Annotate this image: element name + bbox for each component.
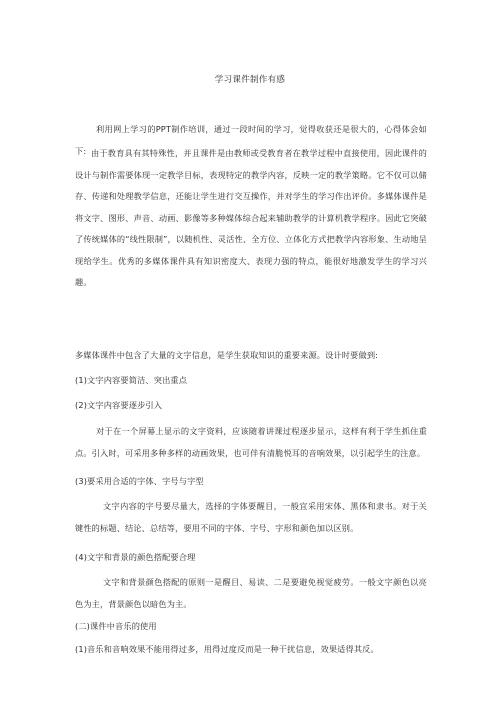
list-item-gradual: (2)文字内容要逐步引入 — [75, 400, 163, 410]
list-item-color: (4)文字和背景的颜色搭配要合理 — [75, 552, 196, 562]
paragraph-gradual-display: 对于在一个屏幕上显示的文字资料，应该随着讲课过程逐步显示，这样有利于学生抓住重点。引入时，可采用多种多样的动画效果，也可伴有清脆悦耳的音响效果，以引起学生的注意。 — [75, 426, 427, 458]
paragraph-courseware-design: 由于教育具有其特殊性，并且课件是由教师或受教育者在教学过程中直接使用，因此课件的设计与制作需要体现一定教学目标，表现特定的教学内容，反映一定的教学策略。它不仅可以储存、传递和处理教学信息，还能让学生进行交互操作，并对学生的学习作出评价。多媒体课件是将文字、图形、声音、动画、影像等多种媒体综合起来辅助教学的计算机教学程序。因此它突破了传统媒体的“线性限制”，以随机性、灵活性、全方位、立体化方式把教学内容形象、生动地呈现给学生。优秀的多媒体课件具有知识密度大、表现力强的特点，能很好地激发学生的学习兴趣。 — [75, 148, 427, 287]
list-item-music: (1)音乐和音响效果不能用得过多，用得过度反而是一种干扰信息，效果适得其反。 — [75, 644, 379, 654]
document-title: 学习课件制作有感 — [214, 75, 286, 85]
intro-paragraph: 利用网上学习的PPT制作培训，通过一段时间的学习，觉得收获还是很大的，心得体会如下: — [75, 124, 427, 156]
paragraph-text-info: 多媒体课件中包含了大量的文字信息，是学生获取知识的重要来源。设计时要做到: — [75, 350, 379, 360]
paragraph-color-principle: 文字和背景颜色搭配的原则一是醒目、易读、二是要避免视觉疲劳。一般文字颜色以亮色为主，背景颜色以暗色为主。 — [75, 577, 427, 609]
paragraph-font-size: 文字内容的字号要尽量大，选择的字体要醒目，一般宜采用宋体、黑体和隶书。对于关键性的标题、结论、总结等，要用不同的字体、字号、字形和颜色加以区别。 — [75, 501, 427, 533]
section-heading-music: (二)课件中音乐的使用 — [75, 621, 157, 631]
list-item-font: (3)要采用合适的字体、字号与字型 — [75, 476, 204, 486]
list-item-concise: (1)文字内容要简洁、突出重点 — [75, 375, 188, 385]
